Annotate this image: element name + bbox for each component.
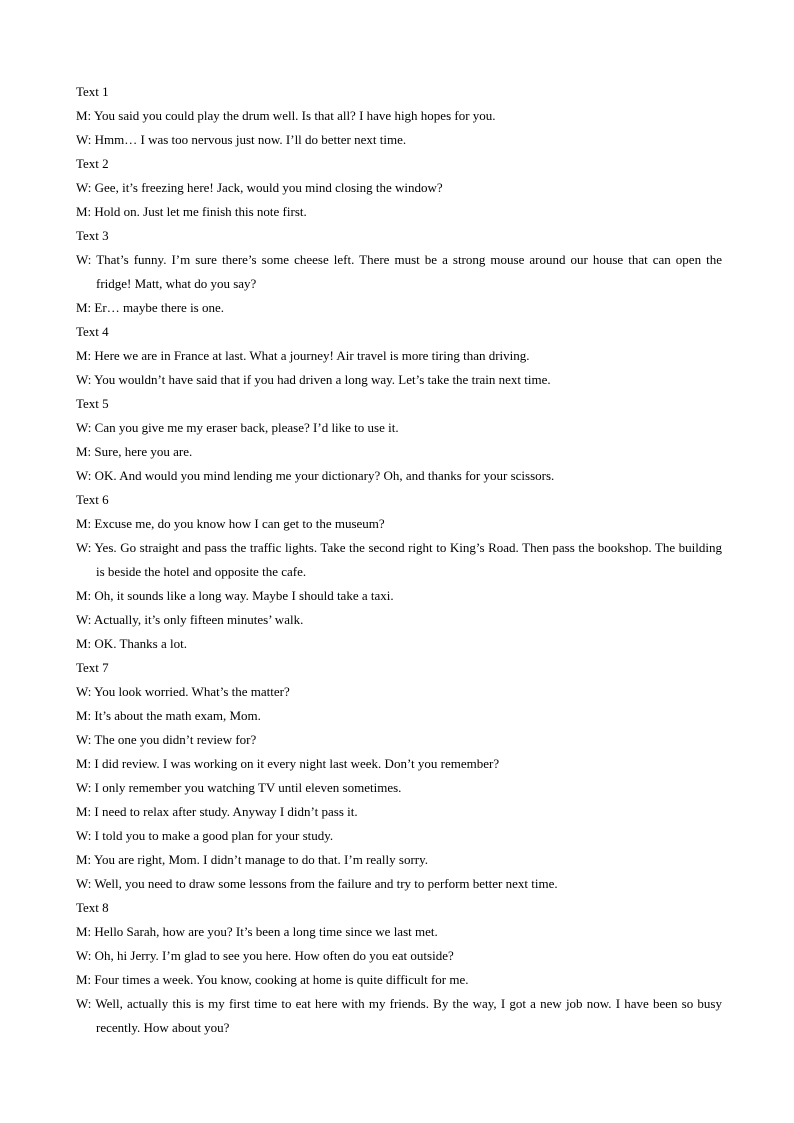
dialogue-line: M: Excuse me, do you know how I can get to the museum? xyxy=(76,516,385,531)
dialogue-line: M: Hold on. Just let me finish this note first. xyxy=(76,204,307,219)
dialogue-line: M: Sure, here you are. xyxy=(76,444,193,459)
document-page xyxy=(76,80,722,1040)
section-heading: Text 8 xyxy=(76,900,109,915)
dialogue-line: W: Well, actually this is my first time to eat here with my friends. By the way, I got a new job now. I have been so busy recently. How about you? xyxy=(76,996,722,1035)
dialogue-line: W: Gee, it’s freezing here! Jack, would you mind closing the window? xyxy=(76,180,443,195)
section-heading: Text 6 xyxy=(76,492,109,507)
section-heading: Text 7 xyxy=(76,660,109,675)
section-text-8 xyxy=(76,896,722,1040)
dialogue-line: M: Er… maybe there is one. xyxy=(76,300,225,315)
dialogue-line: M: You said you could play the drum well. Is that all? I have high hopes for you. xyxy=(76,108,496,123)
section-text-5 xyxy=(76,392,722,488)
section-text-3 xyxy=(76,224,722,320)
dialogue-line: W: Yes. Go straight and pass the traffic lights. Take the second right to King’s Road. Then pass the bookshop. The building is beside the hotel and opposite the cafe. xyxy=(76,540,722,579)
section-text-1 xyxy=(76,80,722,152)
dialogue-line: M: Here we are in France at last. What a journey! Air travel is more tiring than driving. xyxy=(76,348,530,363)
dialogue-line: M: I need to relax after study. Anyway I didn’t pass it. xyxy=(76,804,358,819)
dialogue-line: W: Actually, it’s only fifteen minutes’ walk. xyxy=(76,612,304,627)
dialogue-line: M: Hello Sarah, how are you? It’s been a long time since we last met. xyxy=(76,924,438,939)
dialogue-line: W: I told you to make a good plan for your study. xyxy=(76,828,334,843)
section-text-7 xyxy=(76,656,722,896)
section-heading: Text 5 xyxy=(76,396,109,411)
dialogue-line: W: That’s funny. I’m sure there’s some cheese left. There must be a strong mouse around our house that can open the fridge! Matt, what do you say? xyxy=(76,252,722,291)
dialogue-line: W: The one you didn’t review for? xyxy=(76,732,257,747)
dialogue-line: M: It’s about the math exam, Mom. xyxy=(76,708,261,723)
section-heading: Text 2 xyxy=(76,156,109,171)
dialogue-line: M: OK. Thanks a lot. xyxy=(76,636,187,651)
dialogue-line: W: Oh, hi Jerry. I’m glad to see you here. How often do you eat outside? xyxy=(76,948,454,963)
dialogue-line: M: Four times a week. You know, cooking at home is quite difficult for me. xyxy=(76,972,469,987)
section-text-4 xyxy=(76,320,722,392)
dialogue-line: W: Can you give me my eraser back, please? I’d like to use it. xyxy=(76,420,399,435)
section-heading: Text 1 xyxy=(76,84,109,99)
dialogue-line: W: OK. And would you mind lending me your dictionary? Oh, and thanks for your scissors. xyxy=(76,468,555,483)
section-heading: Text 4 xyxy=(76,324,109,339)
dialogue-line: M: Oh, it sounds like a long way. Maybe I should take a taxi. xyxy=(76,588,394,603)
dialogue-line: W: You wouldn’t have said that if you had driven a long way. Let’s take the train next time. xyxy=(76,372,551,387)
dialogue-line: M: You are right, Mom. I didn’t manage to do that. I’m really sorry. xyxy=(76,852,429,867)
dialogue-line: W: Well, you need to draw some lessons from the failure and try to perform better next time. xyxy=(76,876,558,891)
section-heading: Text 3 xyxy=(76,228,109,243)
section-text-2 xyxy=(76,152,722,224)
dialogue-line: W: I only remember you watching TV until eleven sometimes. xyxy=(76,780,402,795)
section-text-6 xyxy=(76,488,722,656)
dialogue-line: W: You look worried. What’s the matter? xyxy=(76,684,290,699)
dialogue-line: W: Hmm… I was too nervous just now. I’ll do better next time. xyxy=(76,132,407,147)
dialogue-line: M: I did review. I was working on it every night last week. Don’t you remember? xyxy=(76,756,500,771)
